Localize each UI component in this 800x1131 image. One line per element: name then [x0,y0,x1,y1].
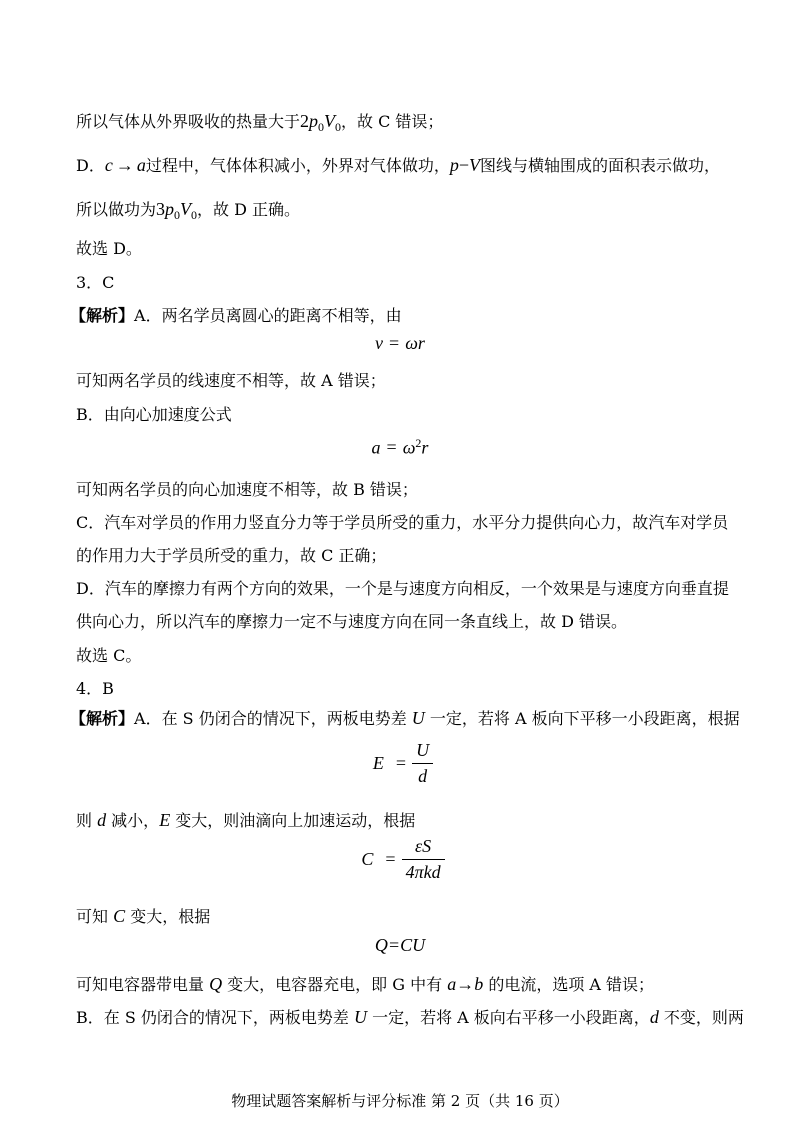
text-line: 故选 C。 [76,646,142,665]
text-line: 【解析】A．在 S 仍闭合的情况下，两板电势差 U 一定，若将 A 板向下平移一小段距离，根据 [70,708,740,728]
fraction: $\frac{\varepsilon S}{\text{4πkd}}$ [402,836,445,883]
text-line: 则 d 减小，E 变大，则油滴向上加速运动，根据 [76,810,416,830]
text-line: 的作用力大于学员所受的重力，故 C 正确； [76,546,387,565]
text-line: D．汽车的摩擦力有两个方向的效果，一个是与速度方向相反，一个效果是与速度方向垂直提 [76,579,729,598]
text-line: 所以做功为$3p_0V_0$，故 D 正确。 [76,199,301,223]
equation: E = $\frac{U}{d}$ [0,740,800,787]
text-line: 可知两名学员的向心加速度不相等，故 B 错误； [76,480,418,499]
equation: $a = \omega^2r$ [371,436,429,458]
text-line: B．在 S 仍闭合的情况下，两板电势差 U 一定，若将 A 板向右平移一小段距离，d 不变，则两 [76,1007,744,1027]
text-line: 可知两名学员的线速度不相等，故 A 错误； [76,371,386,390]
text-line: 供向心力，所以汽车的摩擦力一定不与速度方向在同一条直线上，故 D 错误。 [76,612,628,631]
text-line: 所以气体从外界吸收的热量大于$2p_0V_0$，故 C 错误； [76,111,444,135]
text-line: 可知电容器带电量 Q 变大，电容器充电，即 G 中有 a→b 的电流，选项 A 错误； [76,974,655,994]
question-number: 4．B [76,679,114,698]
page-footer: 物理试题答案解析与评分标准 第 2 页（共 16 页） [231,1092,569,1110]
equation: C = $\frac{\varepsilon S}{\text{4πkd}}$ [0,836,800,883]
text-line: C．汽车对学员的作用力竖直分力等于学员所受的重力，水平分力提供向心力，故汽车对学员 [76,513,729,532]
text-line: B．由向心加速度公式 [76,405,232,424]
text-line: 【解析】A．两名学员离圆心的距离不相等，由 [70,306,402,325]
question-number: 3．C [76,273,115,292]
fraction: $\frac{U}{d}$ [412,740,433,787]
text-line: 故选 D。 [76,239,142,258]
equation: Q=CU [374,935,426,955]
text-line: D．c → a过程中，气体体积减小，外界对气体做功，p−V图线与横轴围成的面积表示做功， [76,155,721,175]
equation: v = ωr [375,333,425,353]
text-line: 可知 C 变大，根据 [76,906,211,926]
